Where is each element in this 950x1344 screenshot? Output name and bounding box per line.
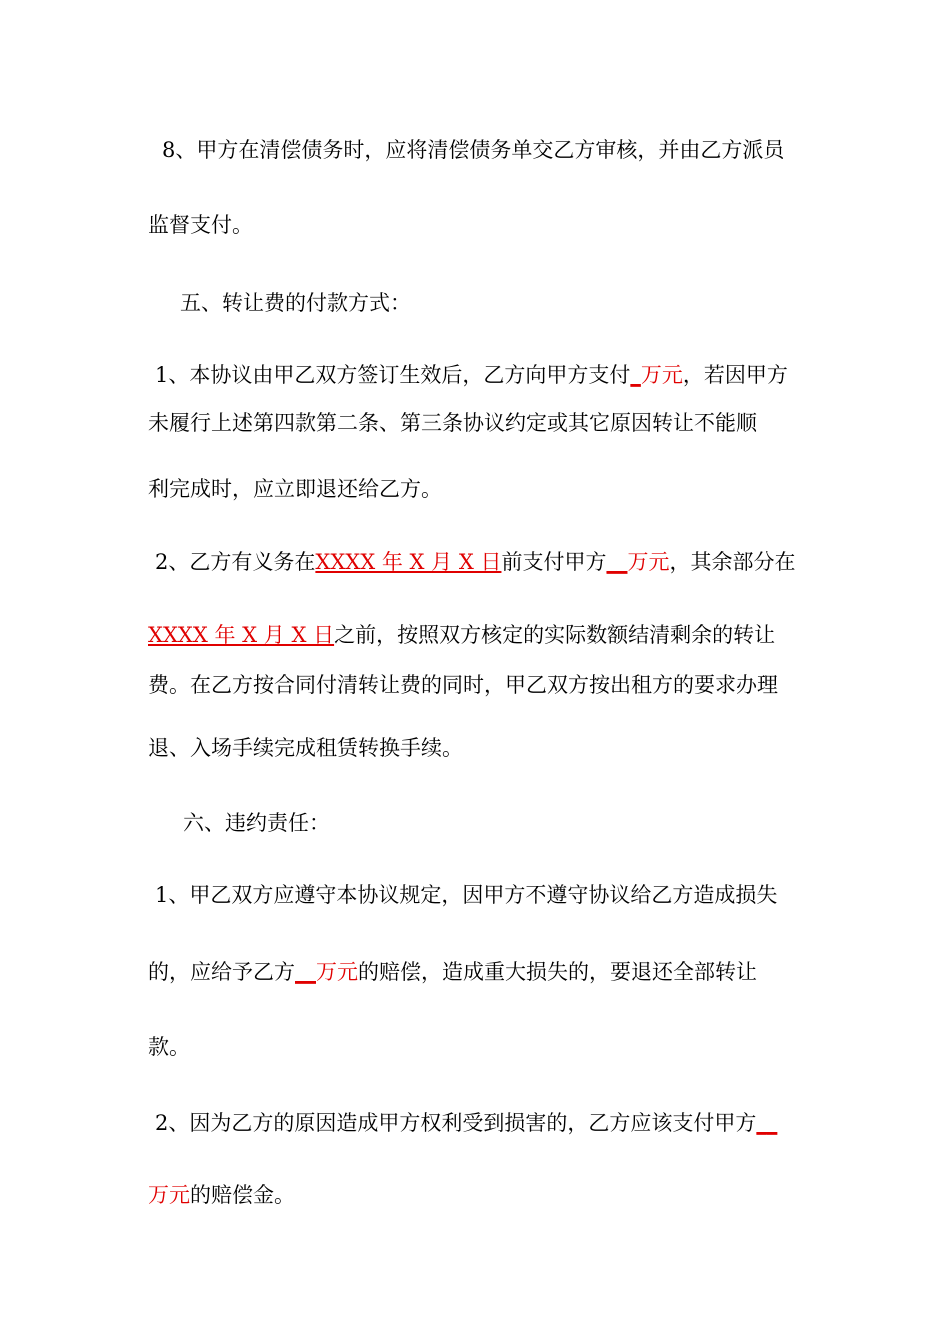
section-6-heading <box>183 808 853 838</box>
s6-item-1-line-3 <box>148 1032 818 1062</box>
s5-item-2-line-4 <box>148 733 818 763</box>
amount-blank: __ <box>295 960 316 984</box>
section-5-heading <box>180 288 850 318</box>
s5-item-1-text-2: 未履行上述第四款第二条、第三条协议约定或其它原因转让不能顺 <box>148 411 757 435</box>
amount-unit: 万元 <box>627 550 670 574</box>
amount-unit: 万元 <box>316 960 358 984</box>
s5-item-2-line-2 <box>148 620 818 650</box>
s6-item-2-line-2 <box>148 1180 818 1210</box>
s6-item-1-text-2: 的，应给予乙方 <box>148 960 295 984</box>
s5-item-2-text-post: ，其余部分在 <box>669 550 796 574</box>
s5-item-2-text-4: 退、入场手续完成租赁转换手续。 <box>148 736 463 760</box>
s5-item-2-text-3: 费。在乙方按合同付清转让费的同时，甲乙双方按出租方的要求办理 <box>148 673 778 697</box>
s5-item-1-line-1 <box>155 360 825 390</box>
s5-item-1-text-3: 利完成时，应立即退还给乙方。 <box>148 477 442 501</box>
date-placeholder: XXXX 年 X 月 X 日 <box>315 550 502 574</box>
amount-blank: _ <box>630 363 641 387</box>
s5-item-1-text: 1、本协议由甲乙双方签订生效后，乙方向甲方支付 <box>155 363 631 387</box>
date-placeholder: XXXX 年 X 月 X 日 <box>148 623 335 647</box>
s6-item-2-line-1 <box>155 1108 825 1138</box>
clause-8-text-1: 8、甲方在清偿债务时，应将清偿债务单交乙方审核，并由乙方派员 <box>162 138 785 162</box>
s5-item-1-line-2 <box>148 408 818 438</box>
clause-8-text-2: 监督支付。 <box>148 213 253 237</box>
s5-item-1-line-3 <box>148 474 818 504</box>
s5-item-1-text-cont: ，若因甲方 <box>682 363 788 387</box>
s5-item-2-line-3 <box>148 670 818 700</box>
clause-8-line-2 <box>148 210 818 240</box>
s6-item-1-line-2 <box>148 957 818 987</box>
s6-item-1-text-3: 款。 <box>148 1035 190 1059</box>
clause-8-line-1 <box>162 135 832 165</box>
s5-item-2-text-2: 之前，按照双方核定的实际数额结清剩余的转让 <box>334 623 776 647</box>
s6-item-1-text-2-cont: 的赔偿，造成重大损失的，要退还全部转让 <box>358 960 757 984</box>
s6-item-2-text-2: 的赔偿金。 <box>190 1183 295 1207</box>
s5-item-2-text: 2、乙方有义务在 <box>155 550 316 574</box>
s6-item-1-line-1 <box>155 880 825 910</box>
section-6-title: 六、违约责任： <box>183 811 330 835</box>
s5-item-2-line-1 <box>155 547 825 577</box>
section-5-title: 五、转让费的付款方式： <box>180 291 411 315</box>
amount-blank: __ <box>756 1111 778 1135</box>
amount-unit: 万元 <box>640 363 683 387</box>
s6-item-2-text: 2、因为乙方的原因造成甲方权利受到损害的，乙方应该支付甲方 <box>155 1111 757 1135</box>
s6-item-1-text: 1、甲乙双方应遵守本协议规定，因甲方不遵守协议给乙方造成损失 <box>155 883 778 907</box>
amount-blank: __ <box>606 550 628 574</box>
s5-item-2-text-mid: 前支付甲方 <box>501 550 607 574</box>
amount-unit: 万元 <box>148 1183 190 1207</box>
